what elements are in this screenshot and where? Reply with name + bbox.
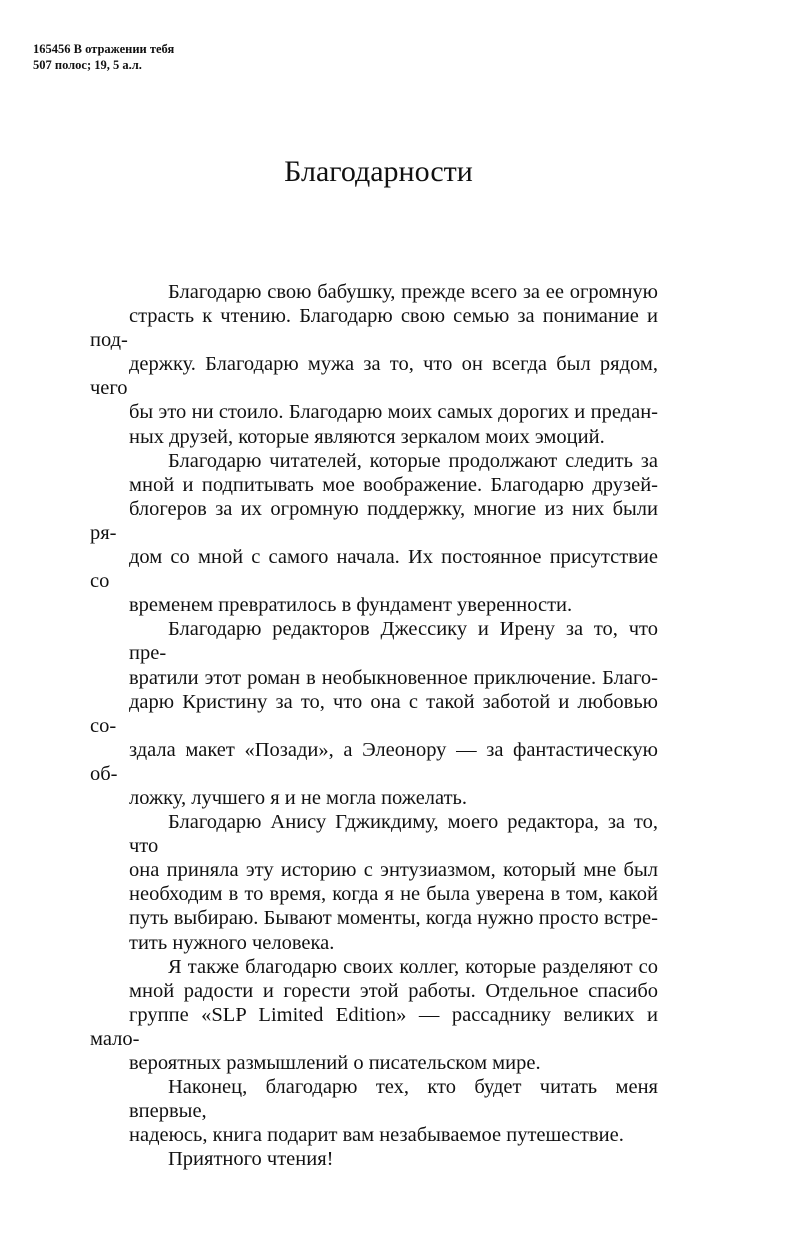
text-line: Благодарю читателей, которые продолжают следить за <box>168 449 658 472</box>
text-line: вратили этот роман в необыкновенное приключение. Благо- <box>129 666 658 689</box>
text-line: здала макет «Позади», а Элеонору — за фантастическую об- <box>90 738 658 785</box>
text-line: путь выбираю. Бывают моменты, когда нужно просто встре- <box>129 907 658 930</box>
paragraph <box>90 1075 658 1147</box>
text-line: дом со мной с самого начала. Их постоянное присутствие со <box>90 546 658 593</box>
text-line: Благодарю редакторов Джессику и Ирену за то, что пре- <box>129 618 658 665</box>
text-line: Благодарю свою бабушку, прежде всего за ее огромную <box>168 281 658 303</box>
text-line: ложку, лучшего я и не могла пожелать. <box>129 786 468 809</box>
print-meta <box>33 41 174 73</box>
text-line: страсть к чтению. Благодарю свою семью за понимание и под- <box>90 305 658 352</box>
text-line: блогеров за их огромную поддержку, многие из них были ря- <box>90 497 658 544</box>
text-line: ных друзей, которые являются зеркалом моих эмоций. <box>129 425 605 448</box>
text-line: временем превратилось в фундамент уверенности. <box>129 594 573 617</box>
text-line: тить нужного человека. <box>129 931 335 954</box>
text-line: держку. Благодарю мужа за то, что он всегда был рядом, чего <box>90 353 658 400</box>
acknowledgements-text <box>90 280 658 1171</box>
text-line: она приняла эту историю с энтузиазмом, который мне был <box>129 859 658 882</box>
text-line: Приятного чтения! <box>168 1148 334 1171</box>
paragraph <box>90 280 658 449</box>
paragraph <box>90 1147 658 1171</box>
text-line: мной радости и горести этой работы. Отдельное спасибо <box>129 979 658 1002</box>
page-title: Благодарности <box>284 155 473 188</box>
print-meta-line-2: 507 полос; 19, 5 а.л. <box>33 58 142 72</box>
paragraph <box>90 955 658 1075</box>
paragraph <box>90 810 658 955</box>
text-line: надеюсь, книга подарит вам незабываемое путешествие. <box>129 1124 624 1147</box>
text-line: необходим в то время, когда я не была уверена в том, какой <box>129 883 658 906</box>
text-line: Наконец, благодарю тех, кто будет читать меня впервые, <box>129 1076 658 1123</box>
text-line: вероятных размышлений о писательском мире. <box>129 1052 541 1074</box>
paragraph <box>90 449 658 618</box>
print-meta-line-1: 165456 В отражении тебя <box>33 42 175 56</box>
text-line: группе «SLP Limited Edition» — рассаднику великих и мало- <box>90 1003 658 1050</box>
text-line: мной и подпитывать мое воображение. Благодарю друзей- <box>129 473 658 496</box>
text-line: бы это ни стоило. Благодарю моих самых дорогих и предан- <box>129 401 658 424</box>
text-line: Благодарю Анису Гджикдиму, моего редактора, за то, что <box>129 811 658 858</box>
paragraph <box>90 617 658 810</box>
text-line: дарю Кристину за то, что она с такой заботой и любовью со- <box>90 690 658 737</box>
text-line: Я также благодарю своих коллег, которые разделяют со <box>168 955 658 978</box>
